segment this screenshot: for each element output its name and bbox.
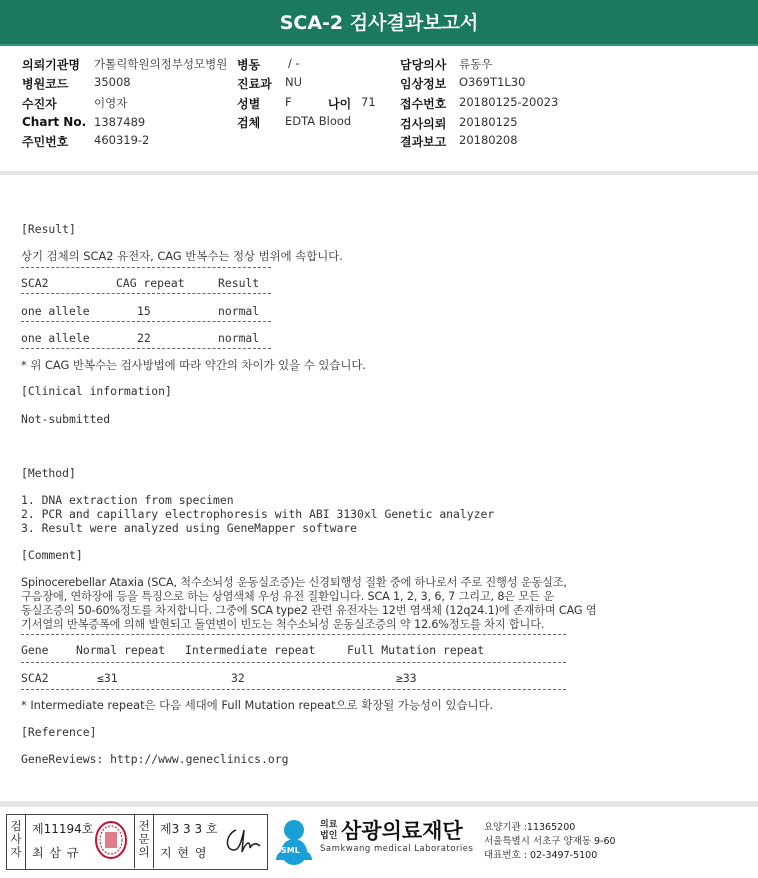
resident-value: 460319-2 [94,133,150,147]
sml-logo-icon [272,816,316,866]
age-label: 나이 [328,97,352,111]
comment-row-full: ≥33 [396,671,417,685]
doctor-value: 류동우 [459,57,493,71]
method-step: 2. PCR and capillary electrophoresis with ABI 3130xl Genetic analyzer [21,507,495,521]
result-note: * 위 CAG 반복수는 검사방법에 따라 약간의 차이가 있을 수 있습니다. [21,358,366,372]
care-no: 요양기관 :11365200 [484,822,576,833]
patient-label: 수진자 [22,97,57,111]
comment-col-full: Full Mutation repeat [347,643,485,657]
specialist-name: 지 현 영 [160,846,208,860]
hospital-code-value: 35008 [94,75,131,89]
specialist-label: 전문의 [138,819,150,859]
ward-value: / - [288,56,300,70]
company-en: Samkwang medical Laboratories [320,844,474,854]
dept-value: NU [285,75,303,89]
comment-col-intermediate: Intermediate repeat [185,643,316,657]
result-divider-mid [21,293,271,294]
specialist-no: 제3 3 3 호 [160,822,218,836]
examiner-label: 검사자 [10,819,22,859]
sex-value: F [285,95,292,109]
request-label: 검사의뢰 [400,117,447,131]
comment-line: 기서열의 반복증폭에 의해 발현되고 돌연변이 빈도는 척수소뇌성 운동실조증의 약 12.6%정도를 차지 합니다. [21,618,545,631]
age-value: 71 [361,95,376,109]
report-title: SCA-2 검사결과보고서 [0,0,758,46]
request-value: 20180125 [459,115,518,129]
result-row-result: normal [218,331,260,345]
corp-label-2: 법인 [320,831,338,841]
report-value: 20180208 [459,133,518,147]
signature-icon [222,824,262,858]
result-summary: 상기 검체의 SCA2 유전자, CAG 반복수는 정상 범위에 속합니다. [21,249,343,263]
result-col-result: Result [218,276,260,290]
report-footer [0,810,758,878]
report-label: 결과보고 [400,135,447,149]
comment-table-divider-bottom [21,689,566,690]
comment-row-gene: SCA2 [21,671,49,685]
institution-value: 가톨릭학원의정부성모병원 [94,57,228,71]
result-row-allele: one allele [21,304,90,318]
method-heading: [Method] [21,466,76,480]
result-row-repeat: 22 [137,331,151,345]
company-name: 삼광의료재단 [341,819,463,843]
company-phone: 대표번호 : 02-3497-5100 [484,850,598,861]
examiner-no: 제11194호 [32,822,94,836]
comment-line: Spinocerebellar Ataxia (SCA, 척수소뇌성 운동실조증)는 신경퇴행성 질환 중에 하나로서 주로 진행성 운동실조, [21,576,567,589]
comment-heading: [Comment] [21,548,83,562]
result-row-repeat: 15 [137,304,151,318]
comment-table-divider-mid [21,662,566,663]
bottom-divider [0,801,758,807]
comment-line: 동실조증의 50-60%정도를 차지합니다. 그중에 SCA type2 관련 유전자는 12번 염색체 (12q24.1)에 존재하며 CAG 염 [21,604,597,617]
method-step: 1. DNA extraction from specimen [21,493,234,507]
patient-value: 이영자 [94,96,128,110]
specimen-label: 검체 [237,116,261,130]
hospital-code-label: 병원코드 [22,77,69,91]
corp-label-1: 의료 [320,820,338,830]
result-divider-bottom [21,348,271,349]
result-col-repeat: CAG repeat [116,276,185,290]
clinical-value: O369T1L30 [459,75,526,89]
institution-label: 의뢰기관명 [22,58,80,72]
comment-col-normal: Normal repeat [76,643,166,657]
company-address: 서울특별시 서초구 양재동 9-60 [484,836,616,847]
chart-label: Chart No. [22,115,87,129]
reception-label: 접수번호 [400,97,447,111]
comment-table-divider-top [21,634,566,635]
doctor-label: 담당의사 [400,58,447,72]
examiner-seal-icon [94,820,128,860]
ward-label: 병동 [237,58,261,72]
top-divider [0,171,758,175]
comment-col-gene: Gene [21,643,49,657]
specimen-value: EDTA Blood [285,114,352,128]
resident-label: 주민번호 [22,135,69,149]
result-row-result: normal [218,304,260,318]
logo-text: SML [281,846,300,855]
result-row-allele: one allele [21,331,90,345]
dept-label: 진료과 [237,77,272,91]
sex-label: 성별 [237,97,261,111]
clinical-heading: [Clinical information] [21,384,172,398]
reception-value: 20180125-20023 [459,95,559,109]
examiner-name: 최 삼 규 [32,846,80,860]
result-divider-row [21,321,271,322]
comment-row-normal: ≤31 [97,671,118,685]
clinical-text: Not-submitted [21,412,111,426]
reference-heading: [Reference] [21,725,97,739]
method-step: 3. Result were analyzed using GeneMapper software [21,521,358,535]
chart-value: 1387489 [94,115,146,129]
result-heading: [Result] [21,222,76,236]
result-col-gene: SCA2 [21,276,49,290]
reference-text: GeneReviews: http://www.geneclinics.org [21,752,289,766]
clinical-label: 임상정보 [400,77,447,91]
result-divider-top [21,267,271,268]
comment-row-intermediate: 32 [231,671,245,685]
comment-note: * Intermediate repeat은 다음 세대에 Full Mutation repeat으로 확장될 가능성이 있습니다. [21,698,494,712]
comment-line: 구음장애, 연하장애 등을 특징으로 하는 상염색체 우성 유전 질환입니다. SCA 1, 2, 3, 6, 7 그리고, 8은 모든 운 [21,590,554,603]
